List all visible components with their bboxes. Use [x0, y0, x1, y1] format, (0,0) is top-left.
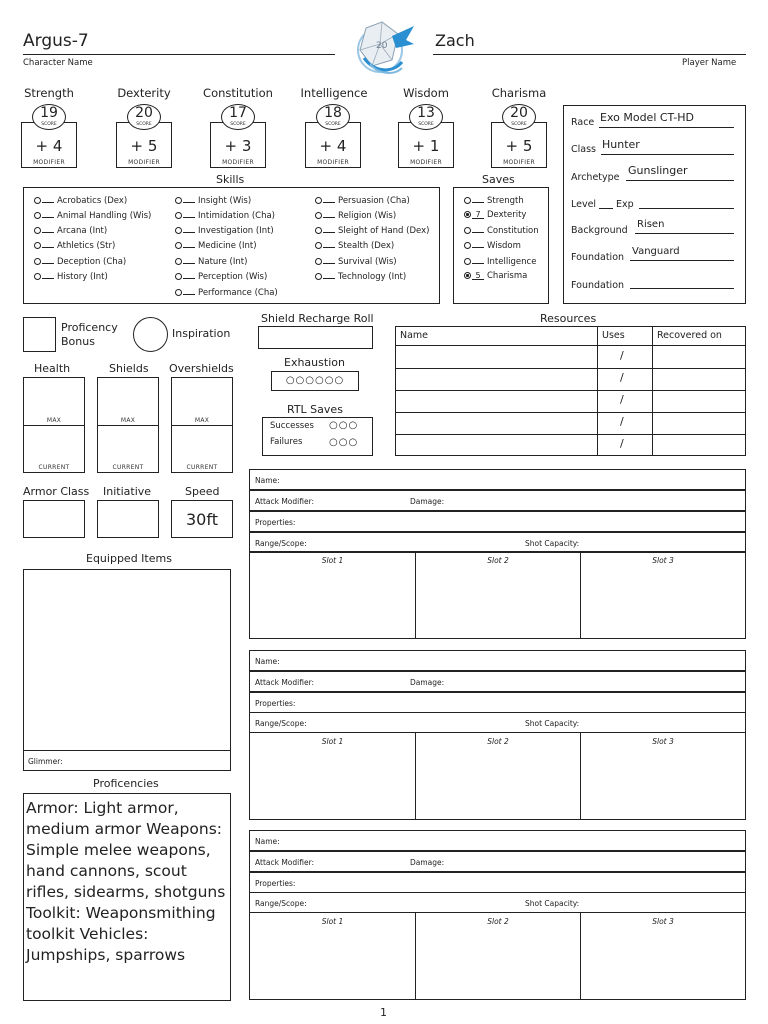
max-label: MAX	[46, 417, 62, 424]
proficiencies-text: Armor: Light armor, medium armor Weapons: Simple melee weapons, hand cannons, scout rifles, sidearms, shotguns Toolkit: Weaponsmithing toolkit Vehicles: Jumpships, sparrows	[26, 799, 226, 964]
ghost-logo-icon	[352, 14, 416, 80]
foundation2-line[interactable]	[630, 288, 734, 289]
player-name[interactable]: Zach	[435, 31, 475, 50]
radio-icon	[34, 197, 41, 204]
skill-deception[interactable]: Deception (Cha)	[34, 256, 126, 267]
resources-col-recovered: Recovered on	[657, 330, 722, 341]
character-name-line	[23, 54, 335, 55]
equipped-items-box[interactable]	[23, 569, 231, 771]
current-label: CURRENT	[38, 464, 70, 471]
radio-icon	[175, 227, 182, 234]
speed-value: 30ft	[186, 510, 218, 529]
ability-score[interactable]	[409, 104, 443, 130]
successes-label: Successes	[270, 421, 314, 431]
level-line[interactable]	[599, 208, 613, 209]
foundation-value[interactable]: Vanguard	[632, 246, 680, 257]
skill-intimidation[interactable]: Intimidation (Cha)	[175, 210, 275, 221]
saves-title: Saves	[482, 173, 515, 186]
modifier-label: MODIFIER	[410, 159, 442, 166]
skills-title: Skills	[216, 173, 245, 186]
weapon-slots	[249, 551, 746, 639]
foundation-label: Foundation	[571, 252, 625, 263]
weapon-name-row[interactable]: Name:	[249, 830, 746, 851]
health-label: Health	[34, 362, 71, 375]
save-intelligence[interactable]: Intelligence	[464, 256, 536, 267]
save-constitution[interactable]: Constitution	[464, 225, 539, 236]
ability-name: Charisma	[491, 86, 547, 100]
glimmer-label: Glimmer:	[28, 757, 63, 766]
race-label: Race	[571, 117, 595, 128]
ability-name: Intelligence	[300, 86, 368, 100]
skill-acrobatics[interactable]: Acrobatics (Dex)	[34, 195, 127, 206]
slot-3[interactable]: Slot 3	[652, 917, 674, 926]
resources-col-name: Name	[400, 330, 429, 341]
modifier-label: MODIFIER	[128, 159, 160, 166]
shields-label: Shields	[109, 362, 149, 375]
exhaustion-box[interactable]	[271, 371, 359, 391]
weapon-name-row[interactable]: Name:	[249, 469, 746, 490]
foundation-line	[630, 260, 734, 261]
modifier-label: MODIFIER	[222, 159, 254, 166]
radio-icon	[175, 212, 182, 219]
weapon-slots	[249, 732, 746, 820]
radio-icon	[315, 212, 322, 219]
saves-box	[453, 187, 549, 304]
skill-investigation[interactable]: Investigation (Int)	[175, 225, 274, 236]
radio-icon	[464, 242, 471, 249]
skill-technology[interactable]: Technology (Int)	[315, 271, 406, 282]
slot-3[interactable]: Slot 3	[652, 737, 674, 746]
slot-1[interactable]: Slot 1	[250, 733, 416, 819]
svg-text:20: 20	[376, 41, 388, 51]
class-line	[601, 154, 734, 155]
speed-box[interactable]	[171, 500, 233, 538]
speed-label: Speed	[185, 485, 220, 498]
radio-icon	[175, 258, 182, 265]
radio-icon	[315, 227, 322, 234]
weapon-name-row[interactable]: Name:	[249, 650, 746, 671]
ability-score[interactable]	[32, 104, 66, 130]
slot-3[interactable]: Slot 3	[652, 556, 674, 565]
ability-score[interactable]	[127, 104, 161, 130]
equipped-items-title: Equipped Items	[86, 552, 172, 565]
slot-2[interactable]: Slot 2	[416, 733, 581, 819]
rtl-saves-box	[262, 417, 373, 456]
character-name[interactable]: Argus-7	[23, 31, 89, 51]
ability-modifier: + 4	[319, 137, 347, 155]
max-label: MAX	[120, 417, 136, 424]
background-value[interactable]: Risen	[637, 219, 665, 230]
archetype-value[interactable]: Gunslinger	[628, 164, 688, 177]
radio-icon	[464, 258, 471, 265]
background-label: Background	[571, 225, 628, 236]
failures-label: Failures	[270, 437, 303, 447]
ability-score[interactable]	[221, 104, 255, 130]
save-charisma[interactable]: 5 Charisma	[464, 271, 527, 281]
weapon-attack-row[interactable]: Attack Modifier: Damage:	[249, 851, 746, 872]
max-label: MAX	[194, 417, 210, 424]
skill-performance[interactable]: Performance (Cha)	[175, 287, 278, 298]
radio-icon	[175, 197, 182, 204]
score-label: SCORE	[418, 122, 434, 127]
weapon-attack-row[interactable]: Attack Modifier: Damage:	[249, 671, 746, 692]
score-value: 18	[324, 105, 342, 121]
ability-modifier: + 5	[505, 137, 533, 155]
ability-score[interactable]	[316, 104, 350, 130]
modifier-label: MODIFIER	[317, 159, 349, 166]
radio-icon	[315, 197, 322, 204]
class-label: Class	[571, 144, 596, 155]
modifier-label: MODIFIER	[33, 159, 65, 166]
skill-athletics[interactable]: Athletics (Str)	[34, 240, 115, 251]
weapon-properties-row[interactable]: Properties:	[249, 692, 746, 713]
race-line	[599, 127, 734, 128]
class-value[interactable]: Hunter	[602, 138, 640, 151]
score-label: SCORE	[230, 122, 246, 127]
ability-name: Wisdom	[403, 86, 449, 100]
exhaustion-label: Exhaustion	[284, 356, 345, 369]
score-label: SCORE	[511, 122, 527, 127]
score-label: SCORE	[325, 122, 341, 127]
uses-slash[interactable]: /	[620, 437, 624, 450]
uses-slash[interactable]: /	[620, 393, 624, 406]
save-wisdom[interactable]: Wisdom	[464, 240, 521, 251]
radio-icon	[315, 258, 322, 265]
skill-medicine[interactable]: Medicine (Int)	[175, 240, 257, 251]
skill-persuasion[interactable]: Persuasion (Cha)	[315, 195, 410, 206]
armor-class-box[interactable]	[23, 500, 85, 538]
archetype-line	[626, 180, 734, 181]
race-value[interactable]: Exo Model CT-HD	[600, 111, 694, 124]
ability-modifier: + 1	[412, 137, 440, 155]
slot-2[interactable]: Slot 2	[416, 913, 581, 999]
player-name-label: Player Name	[682, 58, 737, 68]
slot-1[interactable]: Slot 1	[250, 913, 416, 999]
background-line	[635, 233, 734, 234]
health-box[interactable]	[23, 377, 85, 473]
proficiency-label-line2: Bonus	[61, 335, 95, 348]
ability-name: Dexterity	[117, 86, 171, 100]
score-label: SCORE	[41, 122, 57, 127]
resources-title: Resources	[540, 312, 597, 325]
shields-box[interactable]	[97, 377, 159, 473]
exhaustion-dots: ○○○○○○	[285, 375, 345, 386]
radio-icon	[464, 197, 471, 204]
proficiency-label-line1: Proficency	[61, 321, 118, 334]
weapon-properties-row[interactable]: Properties:	[249, 511, 746, 532]
radio-icon	[175, 242, 182, 249]
uses-slash[interactable]: /	[620, 371, 624, 384]
ability-name: Strength	[24, 86, 74, 100]
radio-icon	[175, 289, 182, 296]
character-name-label: Character Name	[23, 58, 93, 68]
score-value: 20	[135, 105, 153, 121]
failures-dots[interactable]: ○○○	[329, 437, 359, 448]
radio-icon	[34, 273, 41, 280]
ability-name: Constitution	[203, 86, 273, 100]
initiative-label: Initiative	[103, 485, 152, 498]
radio-icon	[34, 242, 41, 249]
skill-sleight-of-hand[interactable]: Sleight of Hand (Dex)	[315, 225, 429, 236]
radio-icon	[315, 242, 322, 249]
current-label: CURRENT	[186, 464, 218, 471]
skill-animal-handling[interactable]: Animal Handling (Wis)	[34, 210, 151, 221]
skill-arcana[interactable]: Arcana (Int)	[34, 225, 107, 236]
skill-nature[interactable]: Nature (Int)	[175, 256, 247, 267]
radio-icon	[464, 227, 471, 234]
weapon-slots	[249, 912, 746, 1000]
ability-score[interactable]	[502, 104, 536, 130]
skills-box	[23, 187, 440, 304]
skill-stealth[interactable]: Stealth (Dex)	[315, 240, 394, 251]
skill-perception[interactable]: Perception (Wis)	[175, 271, 267, 282]
slot-2[interactable]: Slot 2	[416, 552, 581, 638]
current-label: CURRENT	[112, 464, 144, 471]
successes-dots[interactable]: ○○○	[329, 420, 359, 431]
save-dexterity[interactable]: 7 Dexterity	[464, 210, 526, 220]
skill-history[interactable]: History (Int)	[34, 271, 108, 282]
resources-col-uses: Uses	[602, 330, 625, 341]
overshields-label: Overshields	[169, 362, 234, 375]
modifier-label: MODIFIER	[503, 159, 535, 166]
score-value: 13	[417, 105, 435, 121]
weapon-range-row[interactable]: Range/Scope: Shot Capacity:	[249, 892, 746, 913]
uses-slash[interactable]: /	[620, 415, 624, 428]
ability-modifier: + 5	[130, 137, 158, 155]
proficiency-bonus-box[interactable]	[23, 317, 56, 352]
shield-recharge-box[interactable]	[258, 326, 373, 349]
shield-recharge-label: Shield Recharge Roll	[261, 312, 374, 325]
weapon-range-row[interactable]: Range/Scope: Shot Capacity:	[249, 712, 746, 733]
radio-icon	[315, 273, 322, 280]
skill-religion[interactable]: Religion (Wis)	[315, 210, 396, 221]
skill-survival[interactable]: Survival (Wis)	[315, 256, 397, 267]
rtl-saves-label: RTL Saves	[287, 403, 343, 416]
exp-line[interactable]	[639, 208, 734, 209]
skill-insight[interactable]: Insight (Wis)	[175, 195, 251, 206]
radio-icon	[34, 258, 41, 265]
level-label: Level	[571, 199, 597, 210]
page-number: 1	[380, 1006, 387, 1019]
archetype-label: Archetype	[571, 172, 620, 183]
armor-class-label: Armor Class	[23, 485, 90, 498]
uses-slash[interactable]: /	[620, 349, 624, 362]
save-strength[interactable]: Strength	[464, 195, 524, 206]
weapon-attack-row[interactable]: Attack Modifier: Damage:	[249, 490, 746, 511]
initiative-box[interactable]	[97, 500, 159, 538]
resources-table	[395, 326, 746, 456]
score-value: 17	[229, 105, 247, 121]
foundation2-label: Foundation	[571, 280, 625, 291]
overshields-box[interactable]	[171, 377, 233, 473]
inspiration-circle[interactable]	[133, 317, 168, 352]
proficiencies-box[interactable]	[23, 793, 231, 1001]
ability-modifier: + 4	[35, 137, 63, 155]
weapon-properties-row[interactable]: Properties:	[249, 872, 746, 893]
ability-modifier: + 3	[224, 137, 252, 155]
weapon-range-row[interactable]: Range/Scope: Shot Capacity:	[249, 532, 746, 553]
radio-icon	[34, 227, 41, 234]
score-label: SCORE	[136, 122, 152, 127]
score-value: 19	[40, 105, 58, 121]
radio-filled-icon	[464, 272, 471, 279]
score-value: 20	[510, 105, 528, 121]
exp-label: Exp	[616, 199, 634, 210]
radio-icon	[34, 212, 41, 219]
player-name-line	[433, 54, 746, 55]
radio-icon	[175, 273, 182, 280]
radio-filled-icon	[464, 211, 471, 218]
proficiencies-title: Proficencies	[93, 777, 159, 790]
character-info-box	[563, 105, 746, 304]
slot-1[interactable]: Slot 1	[250, 552, 416, 638]
inspiration-label: Inspiration	[172, 327, 231, 340]
